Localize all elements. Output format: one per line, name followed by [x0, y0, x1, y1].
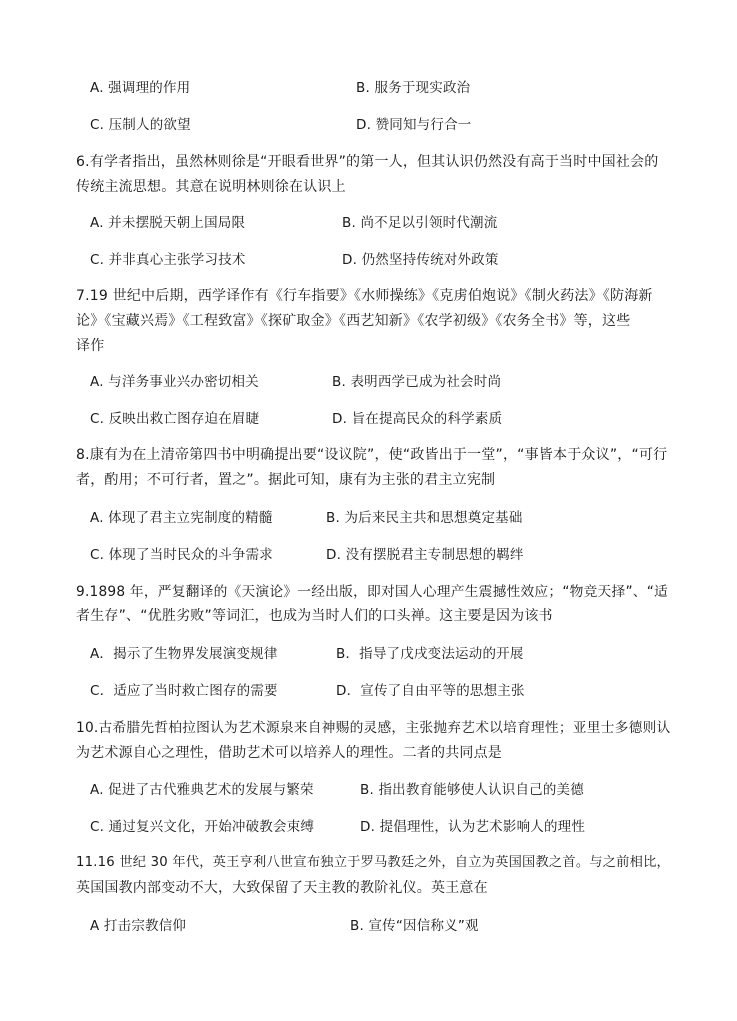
q6-option-d: D. 仍然坚持传统对外政策	[342, 252, 499, 268]
q8-option-b: B. 为后来民主共和思想奠定基础	[326, 510, 523, 526]
q9-option-d: D．宣传了自由平等的思想主张	[336, 683, 525, 699]
q8-option-a: A. 体现了君主立宪制度的精髓	[90, 510, 273, 526]
q10-stem-line-1: 10.古希腊先哲柏拉图认为艺术源泉来自神赐的灵感，主张抛弃艺术以培育理性；亚里士多德则认	[76, 720, 671, 736]
q10-option-c: C. 通过复兴文化，开始冲破教会束缚	[90, 819, 315, 835]
q7-stem-line-2: 论》《宝藏兴焉》《工程致富》《探矿取金》《西艺知新》《农学初级》《农务全书》等，这些	[76, 313, 631, 329]
q8-stem-line-1: 8.康有为在上清帝第四书中明确提出要“设议院”，使“政皆出于一堂”，“事皆本于众议”，“可行	[76, 447, 668, 463]
q7-option-a: A. 与洋务事业兴办密切相关	[90, 374, 259, 390]
q11-stem-line-2: 英国国教内部变动不大，大致保留了天主教的教阶礼仪。英王意在	[76, 880, 488, 896]
q11-option-a: A 打击宗教信仰	[90, 918, 187, 934]
q8-option-c: C. 体现了当时民众的斗争需求	[90, 547, 274, 563]
q7-stem-line-3: 译作	[76, 338, 105, 354]
q5-option-a: A. 强调理的作用	[90, 80, 191, 96]
q8-stem-line-2: 者，酌用；不可行者，置之”。据此可知，康有为主张的君主立宪制	[76, 472, 496, 488]
q6-option-a: A. 并未摆脱天朝上国局限	[90, 215, 246, 231]
q11-stem-line-1: 11.16 世纪 30 年代，英王亨利八世宣布独立于罗马教廷之外，自立为英国国教之首。与之前相比，	[76, 855, 670, 870]
q6-stem-line-1: 6.有学者指出，虽然林则徐是“开眼看世界”的第一人，但其认识仍然没有高于当时中国社会的	[76, 154, 659, 170]
q9-option-c: C．适应了当时救亡图存的需要	[90, 683, 278, 699]
q9-stem-line-2: 者生存”、“优胜劣败”等词汇，也成为当时人们的口头禅。这主要是因为该书	[76, 608, 553, 624]
q5-option-c: C. 压制人的欲望	[90, 117, 191, 133]
q6-stem-line-2: 传统主流思想。其意在说明林则徐在认识上	[76, 179, 346, 195]
q5-option-b: B. 服务于现实政治	[356, 80, 471, 96]
q9-option-b: B．指导了戊戌变法运动的开展	[336, 646, 524, 662]
q7-option-d: D. 旨在提高民众的科学素质	[332, 411, 503, 427]
q6-option-c: C. 并非真心主张学习技术	[90, 252, 246, 268]
q5-option-d: D. 赞同知与行合一	[356, 117, 472, 133]
q7-option-b: B. 表明西学已成为社会时尚	[332, 374, 502, 390]
q8-option-d: D. 没有摆脱君主专制思想的羁绊	[326, 547, 524, 563]
q6-option-b: B. 尚不足以引领时代潮流	[342, 215, 498, 231]
q10-option-a: A. 促进了古代雅典艺术的发展与繁荣	[90, 782, 314, 798]
q10-stem-line-2: 为艺术源自心之理性，借助艺术可以培养人的理性。二者的共同点是	[76, 745, 502, 761]
q10-option-b: B. 指出教育能够使人认识自己的美德	[360, 782, 584, 798]
q7-option-c: C. 反映出救亡图存迫在眉睫	[90, 411, 260, 427]
q11-option-b: B. 宣传“因信称义”观	[350, 918, 479, 934]
q10-option-d: D. 提倡理性，认为艺术影响人的理性	[360, 819, 586, 835]
q7-stem-line-1: 7.19 世纪中后期，西学译作有《行车指要》《水师操练》《克虏伯炮说》《制火药法》《防海新	[76, 288, 653, 304]
q9-option-a: A．揭示了生物界发展演变规律	[90, 646, 278, 662]
q9-stem-line-1: 9.1898 年，严复翻译的《天演论》一经出版，即对国人心理产生震撼性效应；“物竞天择”、“适	[76, 584, 669, 600]
